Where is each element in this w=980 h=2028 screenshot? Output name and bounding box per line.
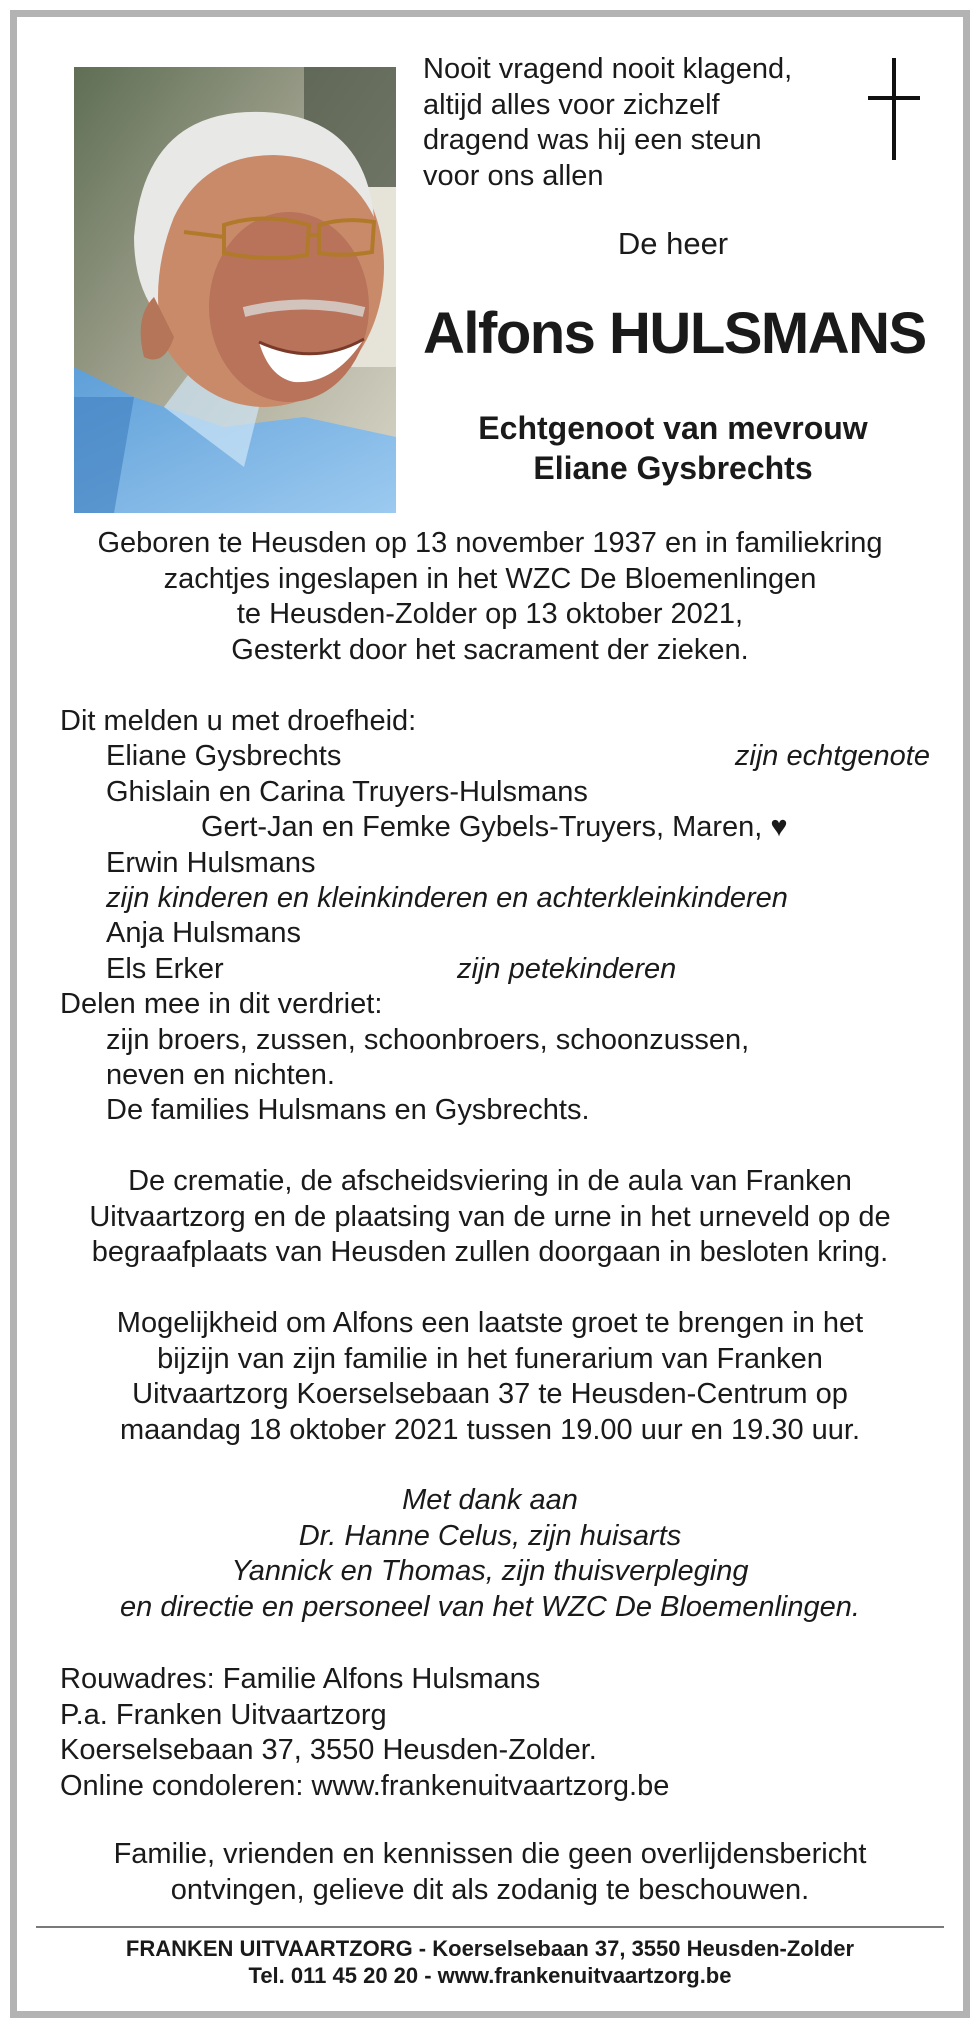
closing-paragraph [40, 1837, 940, 1908]
cross-icon [868, 58, 920, 160]
grandchildren-names: Gert-Jan en Femke Gybels-Truyers, Maren, ♥ [201, 811, 788, 844]
cremation-line: De crematie, de afscheidsviering in de aula van Franken [128, 1165, 852, 1197]
cremation-line: begraafplaats van Heusden zullen doorgaan in besloten kring. [91, 1236, 889, 1268]
details-line: Geboren te Heusden op 13 november 1937 en in familiekring [97, 527, 883, 559]
farewell-line: maandag 18 oktober 2021 tussen 19.00 uur en 19.30 uur. [119, 1413, 861, 1446]
birth-death-details [40, 526, 940, 668]
poem-line: voor ons allen [423, 159, 604, 192]
farewell-line: Uitvaartzorg Koerselsebaan 37 te Heusden-Centrum op [132, 1378, 848, 1410]
spouse-role: zijn echtgenote [734, 740, 930, 773]
spouse-line: Echtgenoot van mevrouw [478, 410, 868, 446]
announce-intro: Dit melden u met droefheid: [60, 705, 417, 737]
address-line: P.a. Franken Uitvaartzorg [60, 1698, 387, 1731]
mourning-address [60, 1662, 940, 1804]
cremation-paragraph [40, 1164, 940, 1271]
address-line: Rouwadres: Familie Alfons Hulsmans [60, 1663, 541, 1695]
share-intro: Delen mee in dit verdriet: [60, 988, 383, 1021]
spouse-name: Eliane Gysbrechts [106, 740, 342, 773]
closing-line: ontvingen, gelieve dit als zodanig te beschouwen. [170, 1873, 810, 1906]
footer-divider [36, 1926, 944, 1928]
thanks-paragraph [40, 1483, 940, 1625]
cremation-line: Uitvaartzorg en de plaatsing van de urne in het urneveld op de [89, 1200, 891, 1233]
footer-line: FRANKEN UITVAARTZORG - Koerselsebaan 37, 3550 Heusden-Zolder [125, 1936, 855, 1961]
details-line: zachtjes ingeslapen in het WZC De Bloemenlingen [163, 562, 817, 595]
poem-line: Nooit vragend nooit klagend, [423, 53, 793, 85]
share-line: zijn broers, zussen, schoonbroers, schoonzussen, [106, 1023, 750, 1056]
portrait-photo [74, 67, 396, 513]
address-line: Koerselsebaan 37, 3550 Heusden-Zolder. [60, 1734, 597, 1766]
funeral-home-footer [40, 1935, 940, 1989]
poem-line: dragend was hij een steun [423, 124, 762, 156]
share-line: De families Hulsmans en Gysbrechts. [106, 1094, 590, 1127]
children-role: zijn kinderen en kleinkinderen en achterkleinkinderen [106, 881, 788, 914]
details-line: Gesterkt door het sacrament der zieken. [231, 633, 749, 666]
footer-line: Tel. 011 45 20 20 - www.frankenuitvaartzorg.be [248, 1963, 732, 1988]
farewell-paragraph [40, 1306, 940, 1448]
spouse-block [423, 408, 923, 488]
family-announcement [60, 704, 930, 1129]
farewell-line: bijzijn van zijn familie in het funerarium van Franken [157, 1342, 823, 1375]
thanks-line: Met dank aan [402, 1484, 578, 1516]
child-name: Ghislain en Carina Truyers-Hulsmans [106, 775, 588, 808]
godchild-name: Els Erker [106, 952, 224, 985]
details-line: te Heusden-Zolder op 13 oktober 2021, [236, 598, 744, 630]
address-line: Online condoleren: www.frankenuitvaartzorg.be [60, 1769, 670, 1802]
thanks-line: en directie en personeel van het WZC De Bloemenlingen. [120, 1590, 860, 1623]
title-prefix: De heer [617, 226, 729, 261]
farewell-line: Mogelijkheid om Alfons een laatste groet te brengen in het [116, 1307, 864, 1339]
spouse-line: Eliane Gysbrechts [533, 450, 813, 486]
poem-line: altijd alles voor zichzelf [423, 88, 720, 121]
godchildren-role: zijn petekinderen [457, 952, 677, 985]
poem [423, 52, 843, 194]
closing-line: Familie, vrienden en kennissen die geen overlijdensbericht [113, 1838, 867, 1870]
deceased-name: Alfons HULSMANS [423, 301, 926, 366]
thanks-line: Yannick en Thomas, zijn thuisverpleging [231, 1555, 749, 1587]
share-line: neven en nichten. [106, 1058, 335, 1091]
thanks-line: Dr. Hanne Celus, zijn huisarts [298, 1519, 682, 1552]
godchild-name: Anja Hulsmans [106, 917, 302, 950]
child-name: Erwin Hulsmans [106, 846, 316, 879]
